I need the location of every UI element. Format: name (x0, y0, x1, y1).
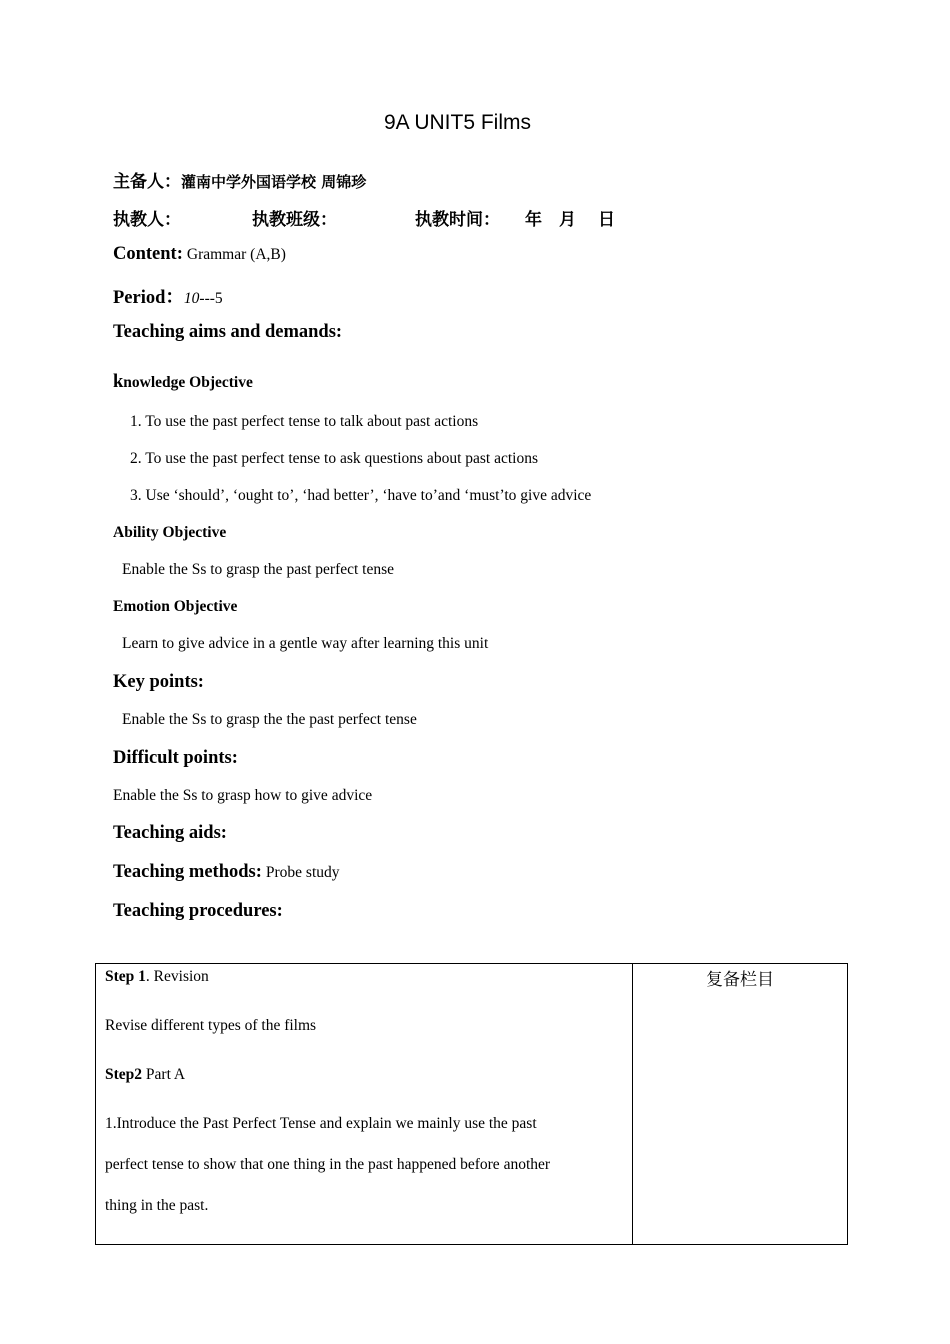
step2-line (105, 1066, 185, 1084)
side-column-label: 复备栏目 (706, 970, 774, 990)
class-label: 执教班级： (252, 210, 337, 230)
point1-line: thing in the past. (105, 1197, 209, 1214)
side-column-cell (633, 964, 848, 1245)
methods-value: Probe study (265, 864, 340, 881)
methods-line (113, 862, 340, 883)
step2-text: Part A (142, 1066, 186, 1083)
point1-line: perfect tense to show that one thing in the past happened before another (105, 1156, 551, 1173)
step1-label: Step 1 (105, 968, 146, 985)
period-value-rest: ---5 (199, 290, 223, 307)
step2-label: Step2 (105, 1066, 143, 1083)
procedures-heading: Teaching procedures: (113, 901, 283, 921)
ability-heading: Ability Objective (113, 524, 227, 541)
period-value-number: 10 (183, 290, 200, 307)
content-value: Grammar (A,B) (186, 246, 286, 263)
key-points-text: Enable the Ss to grasp the the past perfect tense (122, 711, 417, 728)
document-title: 9A UNIT5 Films (383, 111, 532, 134)
period-label: Period： (113, 288, 184, 308)
procedures-table (95, 963, 848, 1245)
difficult-points-heading: Difficult points: (113, 748, 238, 768)
methods-label: Teaching methods: (113, 862, 262, 882)
key-points-heading: Key points: (113, 672, 204, 692)
time-label: 执教时间： (415, 210, 500, 230)
month-label: 月 (559, 210, 576, 230)
aids-heading: Teaching aids: (113, 823, 227, 843)
step1-text: . Revision (145, 968, 209, 985)
knowledge-item: 1. To use the past perfect tense to talk about past actions (130, 413, 479, 430)
knowledge-item: 2. To use the past perfect tense to ask questions about past actions (130, 450, 538, 467)
preparer-line (113, 167, 366, 192)
knowledge-item: 3. Use ‘should’, ‘ought to’, ‘had better’, ‘have to’and ‘must’to give advice (130, 487, 592, 504)
year-label: 年 (525, 210, 542, 230)
difficult-points-text: Enable the Ss to grasp how to give advice (113, 787, 373, 804)
procedures-main-cell (96, 964, 633, 1245)
step1-detail: Revise different types of the films (105, 1017, 317, 1034)
point1-line: 1.Introduce the Past Perfect Tense and explain we mainly use the past (105, 1115, 537, 1132)
preparer-label: 主备人： (113, 172, 181, 192)
content-label: Content: (113, 244, 183, 264)
preparer-value: 灌南中学外国语学校 周锦珍 (181, 173, 367, 191)
content-line (113, 244, 286, 265)
knowledge-heading-initial: k (113, 372, 124, 392)
knowledge-heading (113, 372, 253, 393)
ability-text: Enable the Ss to grasp the past perfect tense (122, 561, 395, 578)
emotion-heading: Emotion Objective (113, 598, 238, 615)
day-label: 日 (598, 210, 615, 230)
step1-line (105, 968, 209, 986)
knowledge-heading-rest: nowledge Objective (123, 374, 253, 391)
emotion-text: Learn to give advice in a gentle way after learning this unit (122, 635, 489, 652)
period-line (113, 283, 223, 309)
aims-heading: Teaching aims and demands: (113, 322, 343, 342)
teacher-label: 执教人： (113, 210, 181, 230)
